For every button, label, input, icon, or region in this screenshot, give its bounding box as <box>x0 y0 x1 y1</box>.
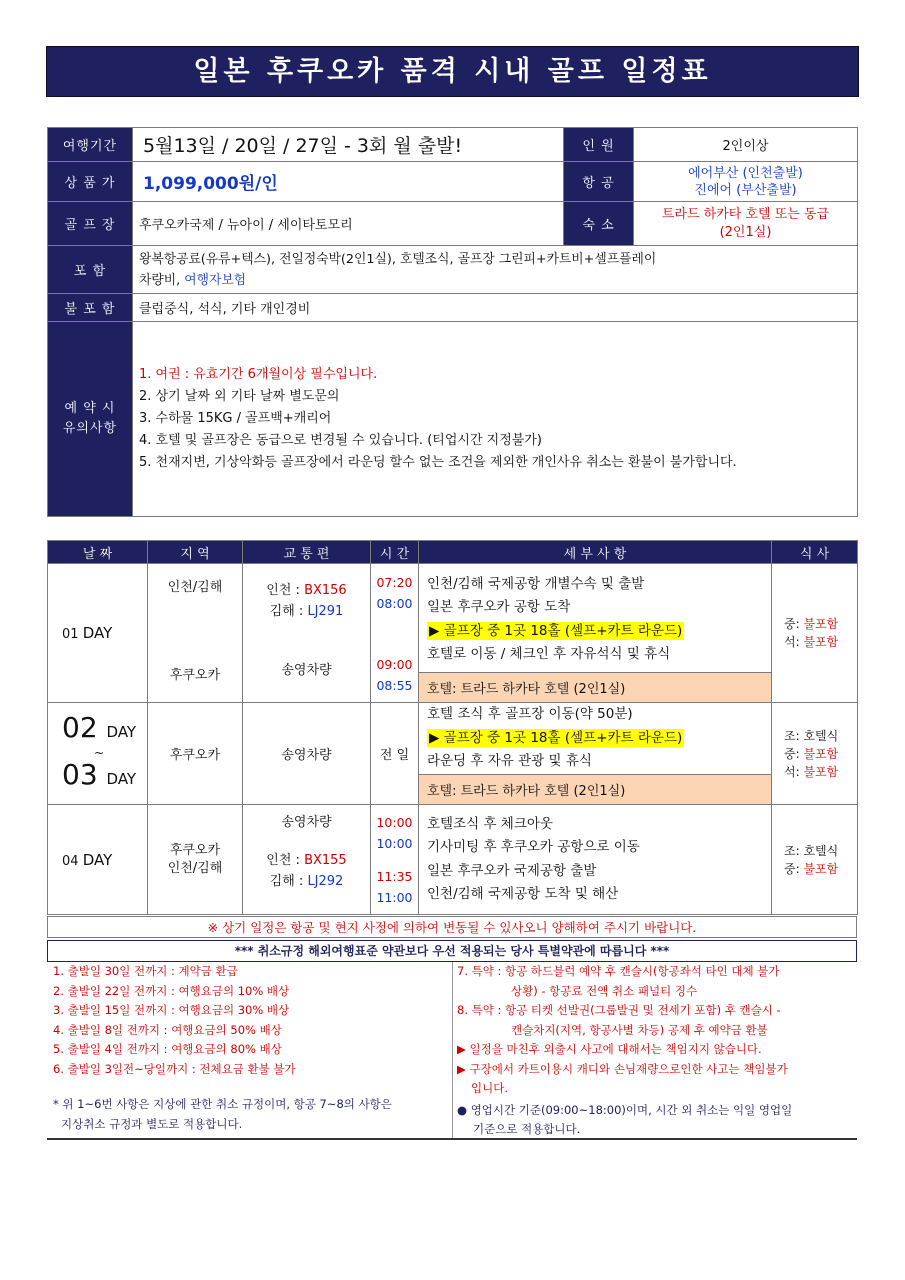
day4-detail-3: 일본 후쿠오카 국제공항 출발 <box>427 862 597 879</box>
day4-meal-breakfast <box>772 842 857 860</box>
cancel-right-note-2: 기준으로 적용합니다. <box>473 1122 581 1136</box>
day1-meal-lunch-k: 중: <box>784 617 804 631</box>
day23-meal-dinner-v: 불포함 <box>803 764 839 779</box>
day1-num: 01 <box>62 627 79 642</box>
header-detail: 세 부 사 항 <box>419 541 772 564</box>
day1-meal-dinner-v: 불포함 <box>803 635 839 649</box>
day4-transport <box>243 805 371 915</box>
day4-flight-1-pre: 인천 : <box>266 853 305 868</box>
include-line-2 <box>139 270 851 291</box>
day4-flight-1-code: BX155 <box>304 853 347 868</box>
day4-detail-1: 호텔조식 후 체크아웃 <box>427 815 553 832</box>
day1-hotel: 호텔: 트라드 하카타 호텔 (2인1실) <box>419 673 772 703</box>
day23-meal-breakfast <box>772 727 857 745</box>
day23-meal-lunch-k: 중: <box>784 746 804 761</box>
day1-label <box>48 564 148 703</box>
day4-meals <box>772 805 858 915</box>
note-3: 3. 수하물 15KG / 골프백+캐리어 <box>139 411 332 426</box>
note-2: 2. 상기 날짜 외 기타 날짜 별도문의 <box>139 389 340 404</box>
day23-meal-breakfast-v: 호텔식 <box>803 728 839 743</box>
day4-times <box>371 805 419 915</box>
day4-region <box>148 805 243 915</box>
cancel-left-column <box>53 962 451 1134</box>
day4-shuttle: 송영차량 <box>281 815 332 830</box>
cancel-rule-1: 1. 출발일 30일 전까지 : 계약금 환급 <box>53 964 238 978</box>
day4-meal-breakfast-k: 조: <box>784 843 804 858</box>
price-value: 1,099,000원/인 <box>133 162 564 202</box>
day23-region: 후쿠오카 <box>148 703 243 805</box>
cancel-policy <box>47 962 857 1140</box>
day1-details <box>419 564 772 673</box>
day23-meal-dinner <box>772 763 857 781</box>
day23-tilde: ~ <box>94 745 105 760</box>
cancel-rule-cart-cont: 입니다. <box>471 1081 508 1095</box>
day4-details <box>419 805 772 915</box>
day4-detail-2: 기사미팅 후 후쿠오카 공항으로 이동 <box>427 839 640 855</box>
header-transport: 교 통 편 <box>243 541 371 564</box>
cancel-left-note-1: * 위 1~6번 사항은 지상에 관한 취소 규정이며, 항공 7~8의 사항은 <box>53 1097 392 1111</box>
day4-unit: DAY <box>82 850 113 869</box>
day4-time-2: 10:00 <box>376 835 413 851</box>
note-4: 4. 호텔 및 골프장은 동급으로 변경될 수 있습니다. (티업시간 지정불가) <box>139 433 542 448</box>
day4-meal-lunch-k: 중: <box>784 861 804 876</box>
day4-flight-2-code: LJ292 <box>307 874 344 889</box>
day4-region-1: 후쿠오카 <box>169 842 221 858</box>
day1-region <box>148 564 243 703</box>
day23-second <box>62 759 147 795</box>
cancel-rule-6: 6. 출발일 3일전~당일까지 : 전체요금 환불 불가 <box>53 1061 296 1076</box>
day1-meal-dinner <box>772 633 857 651</box>
day4-time-1: 10:00 <box>376 814 413 830</box>
day4-flight-2 <box>243 871 370 892</box>
golf-value: 후쿠오카국제 / 뉴아이 / 세이타토모리 <box>133 202 564 246</box>
day1-region-2: 후쿠오카 <box>169 668 221 683</box>
cancel-rule-outing: ▶ 일정을 마친후 외출시 사고에 대해서는 책임지지 않습니다. <box>457 1042 762 1056</box>
day1-times <box>371 564 419 703</box>
notes-label-1: 예 약 시 <box>64 401 116 416</box>
day1-detail-3 <box>419 620 771 644</box>
include-insurance: 여행자보험 <box>184 272 247 288</box>
day23-num-2: 03 <box>62 757 98 791</box>
day23-detail-3: 라운딩 후 자유 관광 및 휴식 <box>427 753 592 770</box>
cancel-rule-7-cont: 상황) - 항공료 전액 취소 패널티 징수 <box>511 983 698 998</box>
day1-golf-highlight: ▶ 골프장 중 1곳 18홀 (셀프+카트 라운드) <box>429 622 683 639</box>
day1-meal-dinner-k: 석: <box>784 635 804 649</box>
day23-transport: 송영차량 <box>243 703 371 805</box>
cancel-rule-3: 3. 출발일 15일 전까지 : 여행요금의 30% 배상 <box>53 1003 290 1017</box>
cancel-left-note-2: 지상취소 규정과 별도로 적용합니다. <box>61 1116 243 1131</box>
hotel-line-1: 트라드 하카타 호텔 또는 동급 <box>661 206 830 222</box>
golf-label: 골 프 장 <box>48 202 133 246</box>
day23-unit-1: DAY <box>106 722 137 741</box>
cancel-rule-7: 7. 특약 : 항공 하드블럭 예약 후 캔슬시(항공좌석 타인 대체 불가 <box>457 964 780 978</box>
notes-value <box>133 322 858 517</box>
include-line-2a: 차량비, <box>139 272 185 288</box>
header-region: 지 역 <box>148 541 243 564</box>
airline-line-1: 에어부산 (인천출발) <box>688 165 803 181</box>
day4-flight-2-pre: 김해 : <box>269 874 308 889</box>
hotel-value <box>634 202 858 246</box>
cancel-right-column <box>457 962 853 1140</box>
cancel-rule-8: 8. 특약 : 항공 티켓 선발권(그룹발권 및 전세기 포함) 후 캔슬시 - <box>457 1003 781 1017</box>
day1-flight-1-pre: 인천 : <box>266 583 305 598</box>
notes-label-2: 유의사항 <box>62 421 118 436</box>
day1-flight-2 <box>243 601 370 622</box>
day23-meal-lunch <box>772 745 857 763</box>
day1-meals <box>772 564 858 703</box>
note-5: 5. 천재지변, 기상악화등 골프장에서 라운딩 할수 없는 조건을 제외한 개인사유 취소는 환불이 불가합니다. <box>139 455 737 470</box>
header-time: 시 간 <box>371 541 419 564</box>
hotel-line-2: (2인1실) <box>719 224 772 240</box>
day23-details <box>419 703 772 775</box>
cancel-rule-2: 2. 출발일 22일 전까지 : 여행요금의 10% 배상 <box>53 983 290 998</box>
day4-detail-4: 인천/김해 국제공항 도착 및 해산 <box>427 886 619 902</box>
day4-time-3: 11:35 <box>376 868 413 884</box>
hotel-label: 숙 소 <box>564 202 634 246</box>
schedule-table <box>47 540 858 915</box>
header-date: 날 짜 <box>48 541 148 564</box>
day4-label <box>48 805 148 915</box>
day1-flight-1-code: BX156 <box>304 583 347 598</box>
include-value <box>133 246 858 294</box>
day1-meal-lunch-v: 불포함 <box>803 617 839 631</box>
period-value: 5월13일 / 20일 / 27일 - 3회 월 출발! <box>133 128 564 162</box>
day4-meal-lunch-v: 불포함 <box>803 861 839 876</box>
day4-flight-1 <box>243 850 370 871</box>
day23-meals <box>772 703 858 805</box>
day23-golf-highlight: ▶ 골프장 중 1곳 18홀 (셀프+카트 라운드) <box>429 729 683 746</box>
day4-meal-breakfast-v: 호텔식 <box>803 843 839 858</box>
day1-time-2: 08:00 <box>376 596 413 611</box>
day1-meal-lunch <box>772 615 857 633</box>
day23-time: 전 일 <box>371 703 419 805</box>
cancel-rule-cart: ▶ 구장에서 카트이용시 캐디와 손님재량으로인한 사고는 책임불가 <box>457 1061 788 1076</box>
exclude-label: 불 포 함 <box>48 294 133 322</box>
people-label: 인 원 <box>564 128 634 162</box>
cancel-divider <box>452 962 453 1138</box>
schedule-notice: ※ 상기 일정은 항공 및 현지 사정에 의하여 변동될 수 있사오니 양해하여 주시기 바랍니다. <box>47 916 857 938</box>
day4-region-2: 인천/김해 <box>167 860 223 876</box>
day23-detail-1: 호텔 조식 후 골프장 이동(약 50분) <box>427 706 633 723</box>
day1-detail-2: 일본 후쿠오카 공항 도착 <box>427 599 571 615</box>
exclude-value: 클럽중식, 석식, 기타 개인경비 <box>133 294 858 322</box>
airline-label: 항 공 <box>564 162 634 202</box>
day1-region-1: 인천/김해 <box>167 580 223 595</box>
note-1: 1. 여권 : 유효기간 6개월이상 필수입니다. <box>139 367 378 382</box>
people-value: 2인이상 <box>634 128 858 162</box>
day23-unit-2: DAY <box>106 769 137 788</box>
day1-flight-2-code: LJ291 <box>307 604 344 619</box>
day4-num: 04 <box>62 853 79 869</box>
day1-detail-4: 호텔로 이동 / 체크인 후 자유석식 및 휴식 <box>427 646 671 662</box>
airline-line-2: 진에어 (부산출발) <box>694 182 797 198</box>
day1-shuttle: 송영차량 <box>281 663 332 678</box>
cancel-right-note-1: ● 영업시간 기준(09:00~18:00)이며, 시간 외 취소는 익일 영업일 <box>457 1102 793 1117</box>
day23-meal-dinner-k: 석: <box>784 764 804 779</box>
day1-time-3: 09:00 <box>376 657 413 672</box>
day1-flight-2-pre: 김해 : <box>269 604 308 619</box>
day4-meal-lunch <box>772 860 857 878</box>
day1-flight-1 <box>243 580 370 601</box>
day1-transport <box>243 564 371 703</box>
day23-label <box>48 703 148 805</box>
day1-time-4: 08:55 <box>376 678 413 693</box>
notes-label <box>48 322 133 517</box>
include-line-1: 왕복항공료(유류+텍스), 전일정숙박(2인1실), 호텔조식, 골프장 그린피+카트비+셀프플레이 <box>139 251 657 267</box>
day1-time-1: 07:20 <box>376 575 413 590</box>
cancel-policy-heading: *** 취소규정 해외여행표준 약관보다 우선 적용되는 당사 특별약관에 따릅니다 *** <box>47 940 857 962</box>
include-label: 포 함 <box>48 246 133 294</box>
page-title: 일본 후쿠오카 품격 시내 골프 일정표 <box>47 47 858 96</box>
cancel-rule-8-cont: 캔슬차지(지역, 항공사별 차등) 공제 후 예약금 환불 <box>511 1022 768 1037</box>
info-table <box>47 127 858 517</box>
day1-unit: DAY <box>82 624 113 642</box>
period-label: 여행기간 <box>48 128 133 162</box>
header-meal: 식 사 <box>772 541 858 564</box>
airline-value <box>634 162 858 202</box>
cancel-rule-4: 4. 출발일 8일 전까지 : 여행요금의 50% 배상 <box>53 1022 282 1037</box>
day23-detail-2 <box>419 727 771 751</box>
day23-hotel: 호텔: 트라드 하카타 호텔 (2인1실) <box>419 775 772 805</box>
day23-first <box>62 710 147 747</box>
day4-time-4: 11:00 <box>376 889 413 905</box>
cancel-rule-5: 5. 출발일 4일 전까지 : 여행요금의 80% 배상 <box>53 1042 282 1056</box>
day23-meal-breakfast-k: 조: <box>784 728 804 743</box>
day23-meal-lunch-v: 불포함 <box>803 746 839 761</box>
day23-num-1: 02 <box>62 710 98 744</box>
day1-detail-1: 인천/김해 국제공항 개별수속 및 출발 <box>427 575 645 592</box>
price-label: 상 품 가 <box>48 162 133 202</box>
